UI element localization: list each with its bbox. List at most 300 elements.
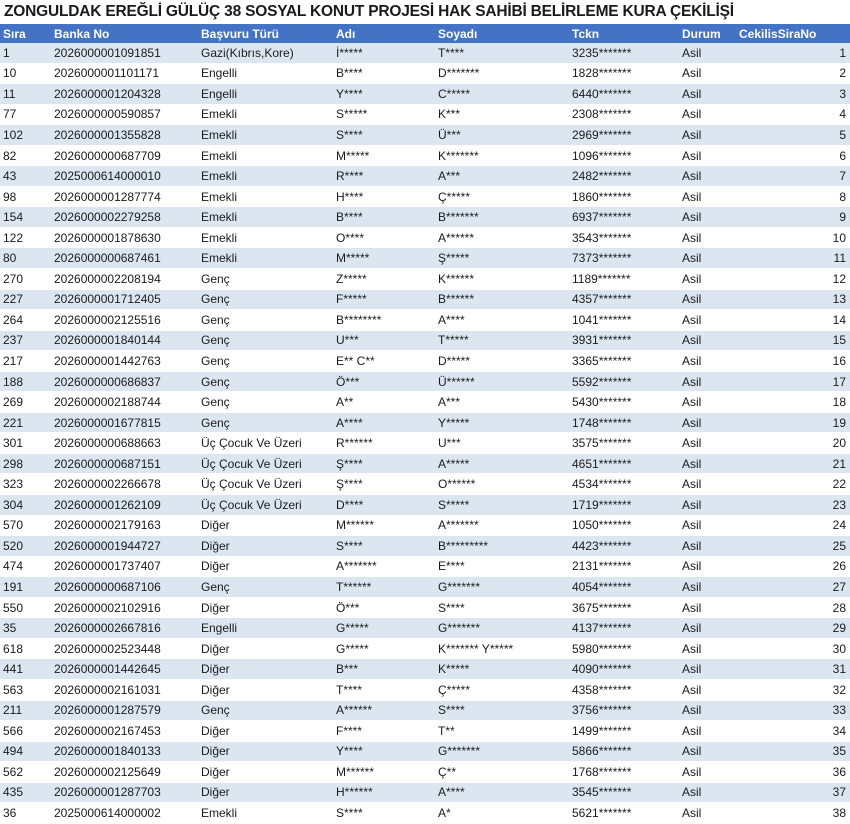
- cell-tckn: 5592*******: [569, 371, 679, 392]
- cell-durum: Asil: [679, 186, 736, 207]
- cell-banka-no: 2026000002208194: [51, 269, 198, 290]
- cell-basvuru-turu: Emekli: [198, 248, 333, 269]
- cell-adi: R******: [333, 433, 435, 454]
- table-row: [0, 618, 850, 639]
- cell-banka-no: 2026000002667816: [51, 618, 198, 639]
- col-header-durum: Durum: [679, 24, 736, 43]
- cell-tckn: 1096*******: [569, 145, 679, 166]
- cell-soyadi: O******: [435, 474, 569, 495]
- cell-banka-no: 2026000001737407: [51, 556, 198, 577]
- cell-basvuru-turu: Emekli: [198, 145, 333, 166]
- table-row: [0, 679, 850, 700]
- table-row: [0, 392, 850, 413]
- cell-banka-no: 2026000000687461: [51, 248, 198, 269]
- cell-adi: T******: [333, 577, 435, 598]
- cell-soyadi: T****: [435, 43, 569, 63]
- table-row: [0, 371, 850, 392]
- cell-adi: H******: [333, 782, 435, 803]
- cell-soyadi: K******* Y*****: [435, 638, 569, 659]
- cell-cekilis-sira-no: 24: [736, 515, 850, 536]
- cell-durum: Asil: [679, 741, 736, 762]
- table-row: [0, 597, 850, 618]
- col-header-soyadi: Soyadı: [435, 24, 569, 43]
- table-row: [0, 638, 850, 659]
- cell-cekilis-sira-no: 1: [736, 43, 850, 63]
- cell-adi: G*****: [333, 618, 435, 639]
- cell-durum: Asil: [679, 536, 736, 557]
- table-row: [0, 186, 850, 207]
- cell-cekilis-sira-no: 31: [736, 659, 850, 680]
- cell-banka-no: 2026000000686837: [51, 371, 198, 392]
- cell-sira: 301: [0, 433, 51, 454]
- cell-adi: B****: [333, 63, 435, 84]
- cell-banka-no: 2026000001840133: [51, 741, 198, 762]
- cell-sira: 211: [0, 700, 51, 721]
- cell-tckn: 4534*******: [569, 474, 679, 495]
- cell-durum: Asil: [679, 556, 736, 577]
- cell-tckn: 5621*******: [569, 803, 679, 824]
- table-row: [0, 495, 850, 516]
- cell-basvuru-turu: Diğer: [198, 638, 333, 659]
- cell-adi: R****: [333, 166, 435, 187]
- cell-sira: 618: [0, 638, 51, 659]
- cell-soyadi: B******: [435, 289, 569, 310]
- cell-durum: Asil: [679, 577, 736, 598]
- cell-cekilis-sira-no: 8: [736, 186, 850, 207]
- table-row: [0, 330, 850, 351]
- cell-tckn: 1828*******: [569, 63, 679, 84]
- cell-sira: 227: [0, 289, 51, 310]
- cell-soyadi: K*****: [435, 659, 569, 680]
- cell-durum: Asil: [679, 371, 736, 392]
- cell-tckn: 3543*******: [569, 227, 679, 248]
- cell-durum: Asil: [679, 125, 736, 146]
- cell-soyadi: S*****: [435, 495, 569, 516]
- cell-basvuru-turu: Emekli: [198, 227, 333, 248]
- cell-sira: 80: [0, 248, 51, 269]
- cell-soyadi: A*******: [435, 515, 569, 536]
- cell-banka-no: 2026000001878630: [51, 227, 198, 248]
- cell-soyadi: Ü******: [435, 371, 569, 392]
- table-row: [0, 310, 850, 331]
- cell-banka-no: 2026000002102916: [51, 597, 198, 618]
- cell-banka-no: 2026000001287703: [51, 782, 198, 803]
- cell-banka-no: 2026000001101171: [51, 63, 198, 84]
- cell-basvuru-turu: Engelli: [198, 63, 333, 84]
- header-row: [0, 24, 850, 43]
- cell-sira: 474: [0, 556, 51, 577]
- cell-cekilis-sira-no: 34: [736, 721, 850, 742]
- cell-cekilis-sira-no: 35: [736, 741, 850, 762]
- cell-sira: 36: [0, 803, 51, 824]
- table-row: [0, 577, 850, 598]
- cell-soyadi: A***: [435, 392, 569, 413]
- cell-tckn: 3365*******: [569, 351, 679, 372]
- cell-sira: 98: [0, 186, 51, 207]
- cell-basvuru-turu: Diğer: [198, 659, 333, 680]
- cell-basvuru-turu: Diğer: [198, 782, 333, 803]
- col-header-sira: Sıra: [0, 24, 51, 43]
- table-row: [0, 700, 850, 721]
- cell-tckn: 1041*******: [569, 310, 679, 331]
- cell-banka-no: 2025000614000002: [51, 803, 198, 824]
- cell-sira: 304: [0, 495, 51, 516]
- cell-basvuru-turu: Genç: [198, 412, 333, 433]
- cell-soyadi: G*******: [435, 741, 569, 762]
- cell-banka-no: 2026000002523448: [51, 638, 198, 659]
- cell-adi: B****: [333, 207, 435, 228]
- cell-cekilis-sira-no: 36: [736, 762, 850, 783]
- cell-adi: Z*****: [333, 269, 435, 290]
- cell-adi: Y****: [333, 84, 435, 105]
- cell-basvuru-turu: Diğer: [198, 741, 333, 762]
- col-header-basvuru-turu: Başvuru Türü: [198, 24, 333, 43]
- cell-tckn: 3931*******: [569, 330, 679, 351]
- cell-soyadi: E****: [435, 556, 569, 577]
- cell-sira: 43: [0, 166, 51, 187]
- cell-cekilis-sira-no: 32: [736, 679, 850, 700]
- cell-basvuru-turu: Üç Çocuk Ve Üzeri: [198, 433, 333, 454]
- cell-sira: 35: [0, 618, 51, 639]
- cell-tckn: 4090*******: [569, 659, 679, 680]
- cell-durum: Asil: [679, 638, 736, 659]
- cell-adi: M******: [333, 762, 435, 783]
- cell-cekilis-sira-no: 12: [736, 269, 850, 290]
- cell-banka-no: 2026000001287579: [51, 700, 198, 721]
- cell-tckn: 2969*******: [569, 125, 679, 146]
- cell-durum: Asil: [679, 227, 736, 248]
- cell-banka-no: 2026000001091851: [51, 43, 198, 63]
- cell-soyadi: C*****: [435, 84, 569, 105]
- cell-banka-no: 2026000002167453: [51, 721, 198, 742]
- cell-durum: Asil: [679, 351, 736, 372]
- cell-soyadi: D*******: [435, 63, 569, 84]
- cell-banka-no: 2026000002279258: [51, 207, 198, 228]
- cell-basvuru-turu: Üç Çocuk Ve Üzeri: [198, 495, 333, 516]
- cell-soyadi: B*******: [435, 207, 569, 228]
- cell-tckn: 3675*******: [569, 597, 679, 618]
- cell-cekilis-sira-no: 33: [736, 700, 850, 721]
- cell-soyadi: A******: [435, 227, 569, 248]
- cell-basvuru-turu: Diğer: [198, 597, 333, 618]
- table-row: [0, 63, 850, 84]
- cell-soyadi: Y*****: [435, 412, 569, 433]
- cell-cekilis-sira-no: 6: [736, 145, 850, 166]
- col-header-cekilis-sira-no: CekilisSiraNo: [736, 24, 850, 43]
- cell-cekilis-sira-no: 15: [736, 330, 850, 351]
- cell-sira: 323: [0, 474, 51, 495]
- cell-sira: 570: [0, 515, 51, 536]
- cell-banka-no: 2026000000687151: [51, 453, 198, 474]
- cell-sira: 441: [0, 659, 51, 680]
- cell-sira: 566: [0, 721, 51, 742]
- cell-durum: Asil: [679, 782, 736, 803]
- cell-tckn: 7373*******: [569, 248, 679, 269]
- cell-tckn: 3575*******: [569, 433, 679, 454]
- cell-banka-no: 2026000001944727: [51, 536, 198, 557]
- cell-basvuru-turu: Gazi(Kıbrıs,Kore): [198, 43, 333, 63]
- cell-adi: F****: [333, 721, 435, 742]
- cell-adi: İ*****: [333, 43, 435, 63]
- cell-cekilis-sira-no: 16: [736, 351, 850, 372]
- cell-adi: H****: [333, 186, 435, 207]
- cell-tckn: 3756*******: [569, 700, 679, 721]
- cell-soyadi: B*********: [435, 536, 569, 557]
- cell-adi: G*****: [333, 638, 435, 659]
- cell-banka-no: 2026000000687106: [51, 577, 198, 598]
- cell-cekilis-sira-no: 22: [736, 474, 850, 495]
- cell-basvuru-turu: Diğer: [198, 762, 333, 783]
- cell-adi: A****: [333, 412, 435, 433]
- cell-durum: Asil: [679, 63, 736, 84]
- cell-soyadi: A****: [435, 310, 569, 331]
- cell-adi: Ş****: [333, 474, 435, 495]
- cell-soyadi: Ş*****: [435, 248, 569, 269]
- cell-banka-no: 2026000001677815: [51, 412, 198, 433]
- cell-adi: D****: [333, 495, 435, 516]
- cell-soyadi: G*******: [435, 618, 569, 639]
- cell-soyadi: T*****: [435, 330, 569, 351]
- cell-adi: B********: [333, 310, 435, 331]
- cell-soyadi: T**: [435, 721, 569, 742]
- cell-sira: 520: [0, 536, 51, 557]
- cell-tckn: 1860*******: [569, 186, 679, 207]
- cell-adi: S****: [333, 536, 435, 557]
- table-row: [0, 762, 850, 783]
- cell-durum: Asil: [679, 433, 736, 454]
- cell-basvuru-turu: Genç: [198, 269, 333, 290]
- table-row: [0, 659, 850, 680]
- table-row: [0, 515, 850, 536]
- cell-sira: 563: [0, 679, 51, 700]
- cell-durum: Asil: [679, 104, 736, 125]
- cell-banka-no: 2026000000688663: [51, 433, 198, 454]
- cell-durum: Asil: [679, 679, 736, 700]
- cell-cekilis-sira-no: 3: [736, 84, 850, 105]
- cell-tckn: 2131*******: [569, 556, 679, 577]
- cell-cekilis-sira-no: 17: [736, 371, 850, 392]
- table-row: [0, 227, 850, 248]
- table-row: [0, 207, 850, 228]
- cell-durum: Asil: [679, 495, 736, 516]
- cell-banka-no: 2026000001262109: [51, 495, 198, 516]
- cell-cekilis-sira-no: 30: [736, 638, 850, 659]
- cell-banka-no: 2026000002161031: [51, 679, 198, 700]
- cell-banka-no: 2026000001442645: [51, 659, 198, 680]
- page-title: ZONGULDAK EREĞLİ GÜLÜÇ 38 SOSYAL KONUT PROJESİ HAK SAHİBİ BELİRLEME KURA ÇEKİLİŞİ: [4, 3, 734, 20]
- cell-soyadi: U***: [435, 433, 569, 454]
- cell-banka-no: 2026000001287774: [51, 186, 198, 207]
- cell-durum: Asil: [679, 84, 736, 105]
- cell-cekilis-sira-no: 19: [736, 412, 850, 433]
- cell-tckn: 1499*******: [569, 721, 679, 742]
- cell-tckn: 3545*******: [569, 782, 679, 803]
- cell-adi: S****: [333, 803, 435, 824]
- cell-tckn: 1189*******: [569, 269, 679, 290]
- cell-basvuru-turu: Emekli: [198, 166, 333, 187]
- table-row: [0, 741, 850, 762]
- cell-durum: Asil: [679, 248, 736, 269]
- cell-cekilis-sira-no: 2: [736, 63, 850, 84]
- cell-tckn: 5980*******: [569, 638, 679, 659]
- cell-banka-no: 2026000001442763: [51, 351, 198, 372]
- cell-adi: A*******: [333, 556, 435, 577]
- cell-durum: Asil: [679, 618, 736, 639]
- cell-tckn: 6440*******: [569, 84, 679, 105]
- cell-soyadi: A****: [435, 782, 569, 803]
- cell-cekilis-sira-no: 4: [736, 104, 850, 125]
- cell-tckn: 1748*******: [569, 412, 679, 433]
- cell-sira: 188: [0, 371, 51, 392]
- cell-sira: 269: [0, 392, 51, 413]
- cell-durum: Asil: [679, 803, 736, 824]
- cell-sira: 550: [0, 597, 51, 618]
- cell-sira: 102: [0, 125, 51, 146]
- col-header-banka-no: Banka No: [51, 24, 198, 43]
- cell-tckn: 1050*******: [569, 515, 679, 536]
- cell-banka-no: 2026000000590857: [51, 104, 198, 125]
- col-header-adi: Adı: [333, 24, 435, 43]
- cell-cekilis-sira-no: 25: [736, 536, 850, 557]
- table-row: [0, 556, 850, 577]
- cell-cekilis-sira-no: 27: [736, 577, 850, 598]
- cell-soyadi: S****: [435, 597, 569, 618]
- cell-cekilis-sira-no: 11: [736, 248, 850, 269]
- cell-cekilis-sira-no: 7: [736, 166, 850, 187]
- cell-banka-no: 2026000002188744: [51, 392, 198, 413]
- results-table: [0, 24, 850, 824]
- cell-durum: Asil: [679, 721, 736, 742]
- cell-cekilis-sira-no: 9: [736, 207, 850, 228]
- cell-basvuru-turu: Emekli: [198, 104, 333, 125]
- cell-durum: Asil: [679, 392, 736, 413]
- cell-basvuru-turu: Genç: [198, 392, 333, 413]
- cell-basvuru-turu: Diğer: [198, 679, 333, 700]
- cell-soyadi: K******: [435, 269, 569, 290]
- cell-adi: B***: [333, 659, 435, 680]
- cell-adi: O****: [333, 227, 435, 248]
- cell-basvuru-turu: Genç: [198, 577, 333, 598]
- cell-soyadi: A*: [435, 803, 569, 824]
- cell-banka-no: 2026000001840144: [51, 330, 198, 351]
- cell-sira: 298: [0, 453, 51, 474]
- cell-durum: Asil: [679, 515, 736, 536]
- cell-soyadi: A***: [435, 166, 569, 187]
- cell-tckn: 1719*******: [569, 495, 679, 516]
- cell-durum: Asil: [679, 330, 736, 351]
- cell-tckn: 4423*******: [569, 536, 679, 557]
- cell-cekilis-sira-no: 26: [736, 556, 850, 577]
- cell-durum: Asil: [679, 289, 736, 310]
- cell-adi: E** C**: [333, 351, 435, 372]
- cell-basvuru-turu: Engelli: [198, 84, 333, 105]
- cell-tckn: 2308*******: [569, 104, 679, 125]
- cell-basvuru-turu: Genç: [198, 700, 333, 721]
- cell-soyadi: Ç*****: [435, 679, 569, 700]
- cell-adi: Ş****: [333, 453, 435, 474]
- cell-durum: Asil: [679, 474, 736, 495]
- cell-tckn: 6937*******: [569, 207, 679, 228]
- cell-soyadi: S****: [435, 700, 569, 721]
- cell-durum: Asil: [679, 310, 736, 331]
- cell-adi: Y****: [333, 741, 435, 762]
- cell-cekilis-sira-no: 23: [736, 495, 850, 516]
- cell-adi: F*****: [333, 289, 435, 310]
- cell-adi: S****: [333, 125, 435, 146]
- cell-adi: M*****: [333, 248, 435, 269]
- cell-cekilis-sira-no: 5: [736, 125, 850, 146]
- cell-cekilis-sira-no: 29: [736, 618, 850, 639]
- cell-adi: U***: [333, 330, 435, 351]
- table-row: [0, 453, 850, 474]
- cell-banka-no: 2026000002266678: [51, 474, 198, 495]
- cell-sira: 77: [0, 104, 51, 125]
- cell-basvuru-turu: Genç: [198, 371, 333, 392]
- table-row: [0, 248, 850, 269]
- cell-tckn: 4358*******: [569, 679, 679, 700]
- cell-cekilis-sira-no: 38: [736, 803, 850, 824]
- cell-durum: Asil: [679, 166, 736, 187]
- cell-basvuru-turu: Emekli: [198, 803, 333, 824]
- cell-sira: 221: [0, 412, 51, 433]
- cell-soyadi: G*******: [435, 577, 569, 598]
- cell-cekilis-sira-no: 20: [736, 433, 850, 454]
- cell-sira: 11: [0, 84, 51, 105]
- cell-tckn: 1768*******: [569, 762, 679, 783]
- cell-durum: Asil: [679, 659, 736, 680]
- cell-durum: Asil: [679, 597, 736, 618]
- cell-tckn: 3235*******: [569, 43, 679, 63]
- cell-basvuru-turu: Üç Çocuk Ve Üzeri: [198, 453, 333, 474]
- cell-basvuru-turu: Diğer: [198, 536, 333, 557]
- cell-sira: 494: [0, 741, 51, 762]
- cell-basvuru-turu: Genç: [198, 351, 333, 372]
- table-row: [0, 803, 850, 824]
- cell-sira: 264: [0, 310, 51, 331]
- cell-sira: 237: [0, 330, 51, 351]
- cell-adi: T****: [333, 679, 435, 700]
- cell-cekilis-sira-no: 13: [736, 289, 850, 310]
- cell-cekilis-sira-no: 18: [736, 392, 850, 413]
- table-row: [0, 433, 850, 454]
- cell-sira: 562: [0, 762, 51, 783]
- cell-adi: M******: [333, 515, 435, 536]
- table-row: [0, 721, 850, 742]
- table-row: [0, 351, 850, 372]
- cell-adi: A******: [333, 700, 435, 721]
- cell-banka-no: 2026000002179163: [51, 515, 198, 536]
- cell-soyadi: A*****: [435, 453, 569, 474]
- cell-tckn: 4054*******: [569, 577, 679, 598]
- cell-basvuru-turu: Emekli: [198, 125, 333, 146]
- table-row: [0, 145, 850, 166]
- cell-soyadi: K***: [435, 104, 569, 125]
- cell-banka-no: 2026000001204328: [51, 84, 198, 105]
- cell-durum: Asil: [679, 453, 736, 474]
- cell-sira: 270: [0, 269, 51, 290]
- cell-adi: Ö***: [333, 371, 435, 392]
- table-row: [0, 166, 850, 187]
- cell-basvuru-turu: Genç: [198, 289, 333, 310]
- cell-banka-no: 2025000614000010: [51, 166, 198, 187]
- cell-basvuru-turu: Engelli: [198, 618, 333, 639]
- col-header-tckn: Tckn: [569, 24, 679, 43]
- cell-cekilis-sira-no: 28: [736, 597, 850, 618]
- cell-durum: Asil: [679, 700, 736, 721]
- cell-cekilis-sira-no: 37: [736, 782, 850, 803]
- cell-soyadi: Ç**: [435, 762, 569, 783]
- cell-basvuru-turu: Diğer: [198, 515, 333, 536]
